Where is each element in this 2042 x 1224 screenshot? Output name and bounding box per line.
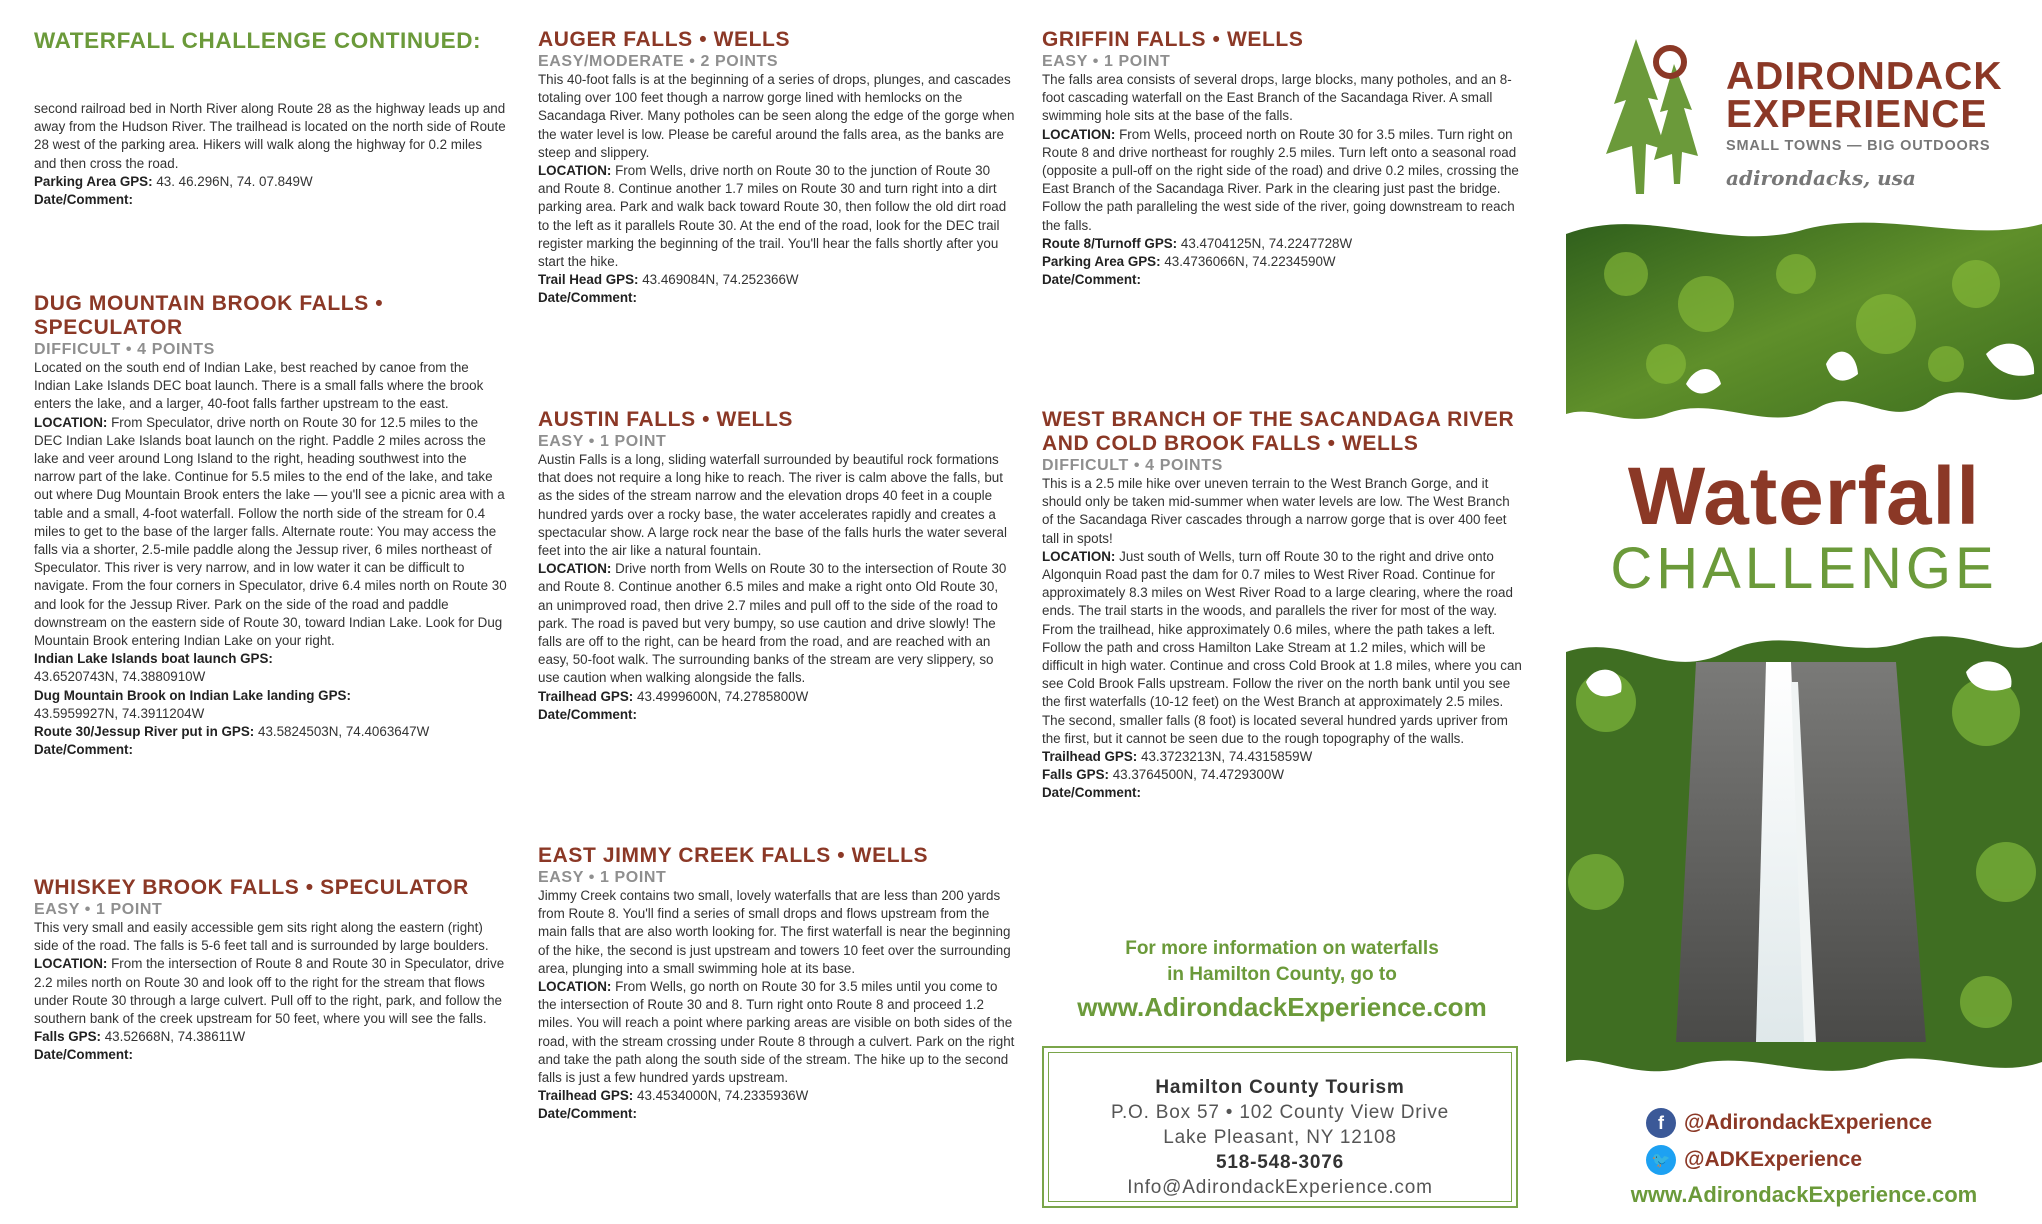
section-body: This very small and easily accessible gem sits right along the eastern (right) side of the road. The falls is 5-6 feet tall and is surrounded by large boulders. LOCATION: From the intersection of Route 8 and Route 30 in Speculator, drive 2.2 miles north on Route 30 and look off to the right for the stream that flows under Route 30 through a large culvert. Pull off to the right, park, and follow the southern bank of the creek upstream for 50 feet, where you will see the falls. Falls GPS: 43.52668N, 74.38611W Date/Comment: xyxy=(34,920,505,1063)
tree-logo-icon xyxy=(1596,34,1706,194)
section-title: WHISKEY BROOK FALLS • SPECULATOR xyxy=(34,876,469,899)
section-title: AUSTIN FALLS • WELLS xyxy=(538,408,794,431)
continued-gps: Parking Area GPS: 43. 46.296N, 74. 07.849W xyxy=(34,173,313,189)
date-comment: Date/Comment: xyxy=(34,192,133,208)
website-link[interactable]: www.AdirondackExperience.com xyxy=(1077,992,1487,1022)
address-line2: Lake Pleasant, NY 12108 xyxy=(1163,1127,1397,1148)
section-title: EAST JIMMY CREEK FALLS • WELLS xyxy=(538,844,929,867)
twitter-icon: 🐦 xyxy=(1646,1145,1676,1175)
title-waterfall: Waterfall xyxy=(1627,451,1981,542)
facebook-link[interactable]: f @AdirondackExperience xyxy=(1646,1108,1932,1138)
brand-name: ADIRONDACK EXPERIENCE xyxy=(1726,55,2003,136)
griffin-falls-section xyxy=(1042,28,1522,289)
more-info: For more information on waterfalls in Hamilton County, go to xyxy=(1125,938,1439,985)
dug-mountain-section xyxy=(34,292,508,759)
section-body: The falls area consists of several drops, large blocks, many potholes, and an 8-foot cascading waterfall on the East Branch of the Sacandaga River. A small swimming hole sits at the base of the falls. LOCATION: From Wells, proceed north on Route 30 for 3.5 miles. Turn right on Route 8 and drive northeast for roughly 2.5 miles. Turn left onto a seasonal road (opposite a pull-off on the right side of the road) and drive 0.2 miles, crossing the East Branch of the Sacandaga River. Park in the clearing just past the bridge. Follow the path paralleling the west side of the river, going downstream to reach the falls. Route 8/Turnoff GPS: 43.4704125N, 74.2247728W Parking Area GPS: 43.4736066N, 74.2234590W Date/Comment: xyxy=(1042,72,1519,288)
section-body: Jimmy Creek contains two small, lovely waterfalls that are less than 200 yards from Route 8. You'll find a series of small drops and flows upstream from the main falls that are also worth looking for. The first waterfall is near the beginning of the hike, the second is just upstream and towers 10 feet over the surrounding area, plunging into a small swimming hole at its base. LOCATION: From Wells, go north on Route 30 for 3.5 miles until you come to the intersection of Route 30 and 8. Turn right onto Route 8 and proceed 1.2 miles. You will reach a point where parking areas are visible on both sides of the road, with the stream crossing under Route 8 through a culvert. Park on the right and take the path along the south side of the stream. The hike up to the second falls is just a few hundred yards upstream. Trailhead GPS: 43.4534000N, 74.2335936W Date/Comment: xyxy=(538,888,1015,1122)
section-title-line1: WEST BRANCH OF THE SACANDAGA RIVER xyxy=(1042,408,1515,431)
section-title: DUG MOUNTAIN BROOK FALLS • SPECULATOR xyxy=(34,292,384,339)
email-link[interactable]: Info@AdirondackExperience.com xyxy=(1127,1177,1433,1198)
section-title: GRIFFIN FALLS • WELLS xyxy=(1042,28,1304,51)
address-line1: P.O. Box 57 • 102 County View Drive xyxy=(1110,1102,1450,1123)
continued-heading: WATERFALL CHALLENGE CONTINUED: xyxy=(34,28,482,53)
auger-falls-section xyxy=(538,28,1016,308)
section-title-line2: AND COLD BROOK FALLS • WELLS xyxy=(1042,432,1419,455)
address-title: Hamilton County Tourism xyxy=(1155,1077,1405,1098)
brand-sub: adirondacks, usa xyxy=(1726,166,1916,190)
section-body: Austin Falls is a long, sliding waterfall surrounded by beautiful rock formations that does not require a long hike to reach. The river is calm above the falls, but as the sides of the stream narrow and the elevation drops 40 feet in a couple hundred yards over a rocky base, the water accelerates rapidly and creates a spectacular show. A large rock near the base of the falls hurls the water several feet into the air like a natural fountain. LOCATION: Drive north from Wells on Route 30 to the intersection of Route 30 and Route 8. Continue another 6.5 miles and make a right onto Old Route 30, an unimproved road, then drive 2.7 miles and pull off to the side of the road to park. The road is paved but very bumpy, so use caution and drive slowly! The falls are off to the right, can be heard from the road, and are reached with an easy, 50-foot walk. The surrounding banks of the stream are very slippery, so use caution when walking alongside the falls. Trailhead GPS: 43.4999600N, 74.2785800W Date/Comment: xyxy=(538,452,1007,722)
difficulty: EASY • 1 POINT xyxy=(538,433,667,450)
difficulty: DIFFICULT • 4 POINTS xyxy=(1042,457,1223,474)
facebook-icon: f xyxy=(1646,1108,1676,1138)
title-challenge: CHALLENGE xyxy=(1610,536,1998,601)
section-body: Located on the south end of Indian Lake, best reached by canoe from the Indian Lake Islands DEC boat launch. There is a small falls where the brook enters the lake, and a larger, 40-foot falls farther upstream to the east. LOCATION: From Speculator, drive north on Route 30 for 12.5 miles to the DEC Indian Lake Islands boat launch on the right. Paddle 2 miles across the lake and veer around Long Island to the right, heading southwest into the narrow part of the lake. Continue for 5.5 miles to the end of the lake, and take out where Dug Mountain Brook enters the lake — you'll see a picnic area with a table and a small, 4-foot waterfall. Follow the north side of the stream for 0.4 miles to get to the base of the larger falls. Alternate route: You may access the falls via a shorter, 2.5-mile paddle along the Jessup river, 6 miles northeast of Speculator. This river is very narrow, and in low water it can be difficult to navigate. From the four corners in Speculator, drive 6.4 miles north on Route 30 and look for the Jessup River. Park on the side of the road and paddle downstream on the eastern side of Route 30, toward Indian Lake. Look for Dug Mountain Brook entering Indian Lake on your right. Indian Lake Islands boat launch GPS: 43.6520743N, 74.3880910W Dug Mountain Brook on Indian Lake landing GPS: 43.5959927N, 74.3911204W Route 30/Jessup River put in GPS: 43.5824503N, 74.4063647W Date/Comment: xyxy=(34,360,507,758)
difficulty: EASY • 1 POINT xyxy=(1042,53,1171,70)
section-body: This 40-foot falls is at the beginning of a series of drops, plunges, and cascades totaling over 100 feet though a narrow gorge lined with hemlocks on the Sacandaga River. Many potholes can be seen along the edge of the gorge when the water level is low. Please be careful around the falls area, as the banks are steep and slippery. LOCATION: From Wells, drive north on Route 30 to the junction of Route 30 and Route 8. Continue another 1.7 miles on Route 30 and turn right into a dirt parking area. Park and walk back toward Route 30, then follow the old dirt road to the left as it parallels Route 30. At the end of the road, look for the DEC trail register marking the beginning of the trail. You'll hear the falls shortly after you start the hike. Trail Head GPS: 43.469084N, 74.252366W Date/Comment: xyxy=(538,72,1015,306)
east-jimmy-creek-section xyxy=(538,844,1016,1124)
twitter-link[interactable]: 🐦 @ADKExperience xyxy=(1646,1145,1862,1175)
west-branch-section xyxy=(1042,408,1522,803)
section-title: AUGER FALLS • WELLS xyxy=(538,28,791,51)
austin-falls-section xyxy=(538,408,1016,724)
panel-website-link[interactable]: www.AdirondackExperience.com xyxy=(1630,1182,1978,1207)
difficulty: EASY • 1 POINT xyxy=(34,901,163,918)
forest-photo xyxy=(1566,214,2042,444)
difficulty: EASY/MODERATE • 2 POINTS xyxy=(538,53,779,70)
continued-text xyxy=(34,100,508,209)
difficulty: EASY • 1 POINT xyxy=(538,869,667,886)
whiskey-brook-section xyxy=(34,876,508,1065)
address-box xyxy=(1042,1046,1518,1208)
phone: 518-548-3076 xyxy=(1216,1152,1344,1173)
continued-desc: second railroad bed in North River along Route 28 as the highway leads up and away from the Hudson River. The trailhead is located on the north side of Route 28 west of the parking area. Hikers will walk along the highway for 0.2 miles and then cross the road. xyxy=(34,101,506,171)
difficulty: DIFFICULT • 4 POINTS xyxy=(34,341,215,358)
waterfall-photo xyxy=(1566,622,2042,1082)
cover-panel xyxy=(1566,0,2042,1224)
section-body: This is a 2.5 mile hike over uneven terrain to the West Branch Gorge, and it should only be taken mid-summer when water levels are low. The West Branch of the Sacandaga River cascades through a narrow gorge that is over 400 feet tall in spots! LOCATION: Just south of Wells, turn off Route 30 to the right and drive onto Algonquin Road past the dam for 0.7 miles to West River Road. Continue for approximately 8.3 miles on West River Road to a large clearing, where the road ends. The trail starts in the woods, and parallels the river for most of the way. From the trailhead, hike approximately 0.6 miles, where the path takes a left. Follow the path and cross Hamilton Lake Stream at 1.2 miles, which will be difficult in high water. Continue and cross Cold Brook at 1.8 miles, where you can see Cold Brook Falls upstream. Follow the river on the north bank until you see the first waterfalls (10-12 feet) on the West Branch at approximately 2.5 miles. The second, smaller falls (8 foot) is located several hundred yards upriver from the first, but it cannot be seen due to the rough topography of the walls. Trailhead GPS: 43.3723213N, 74.4315859W Falls GPS: 43.3764500N, 74.4729300W Date/Comment: xyxy=(1042,476,1522,801)
tagline: SMALL TOWNS — BIG OUTDOORS xyxy=(1726,138,1991,154)
